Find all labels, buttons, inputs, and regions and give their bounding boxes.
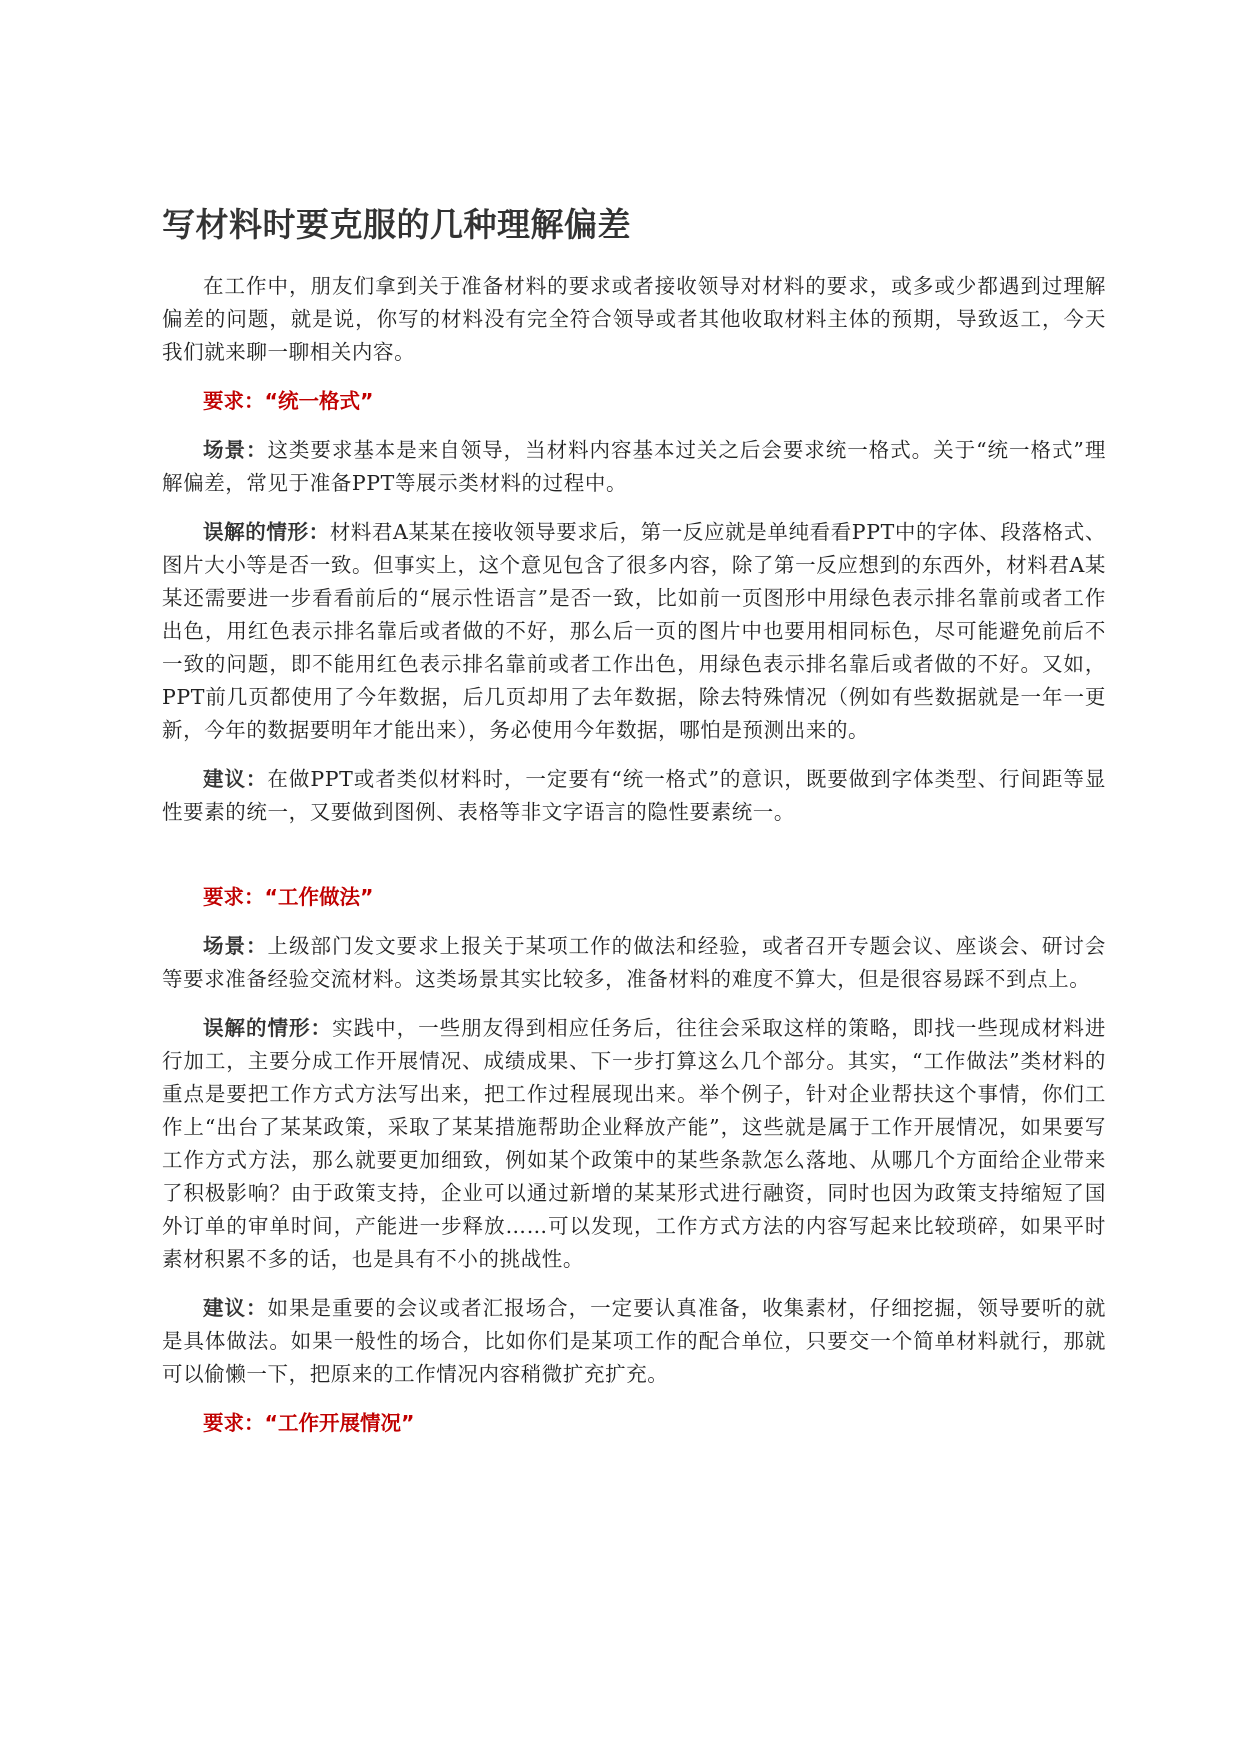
- scene-label: 场景：: [203, 438, 268, 462]
- misread-text: 实践中，一些朋友得到相应任务后，往往会采取这样的策略，即找一些现成材料进行加工，主要分成工作开展情况、成绩成果、下一步打算这么几个部分。其实，“工作做法”类材料的重点是要把工作方式方法写出来，把工作过程展现出来。举个例子，针对企业帮扶这个事情，你们工作上“出台了某某政策，采取了某某措施帮助企业释放产能”，这些就是属于工作开展情况，如果要写工作方式方法，那么就要更加细致，例如某个政策中的某些条款怎么落地、从哪几个方面给企业带来了积极影响？由于政策支持，企业可以通过新增的某某形式进行融资，同时也因为政策支持缩短了国外订单的审单时间，产能进一步释放……可以发现，工作方式方法的内容写起来比较琐碎，如果平时素材积累不多的话，也是具有不小的挑战性。: [162, 1016, 1106, 1271]
- scene-text: 上级部门发文要求上报关于某项工作的做法和经验，或者召开专题会议、座谈会、研讨会等要求准备经验交流材料。这类场景其实比较多，准备材料的难度不算大，但是很容易踩不到点上。: [162, 934, 1106, 991]
- advice-text: 如果是重要的会议或者汇报场合，一定要认真准备，收集素材，仔细挖掘，领导要听的就是具体做法。如果一般性的场合，比如你们是某项工作的配合单位，只要交一个简单材料就行，那就可以偷懒一下，把原来的工作情况内容稍微扩充扩充。: [162, 1296, 1106, 1386]
- misread-text: 材料君A某某在接收领导要求后，第一反应就是单纯看看PPT中的字体、段落格式、图片大小等是否一致。但事实上，这个意见包含了很多内容，除了第一反应想到的东西外，材料君A某某还需要进一步看看前后的“展示性语言”是否一致，比如前一页图形中用绿色表示排名靠前或者工作出色，用红色表示排名靠后或者做的不好，那么后一页的图片中也要用相同标色，尽可能避免前后不一致的问题，即不能用红色表示排名靠前或者工作出色，用绿色表示排名靠后或者做的不好。又如，PPT前几页都使用了今年数据，后几页却用了去年数据，除去特殊情况（例如有些数据就是一年一更新，今年的数据要明年才能出来），务必使用今年数据，哪怕是预测出来的。: [162, 520, 1106, 742]
- scene-label: 场景：: [203, 934, 268, 958]
- advice-label: 建议：: [203, 767, 268, 791]
- advice-paragraph: [162, 763, 1106, 829]
- scene-paragraph: [162, 434, 1106, 500]
- document-body: [162, 200, 1106, 1456]
- requirement-heading: 要求：“工作做法”: [203, 885, 374, 909]
- section-work-progress: [162, 1407, 1106, 1440]
- misread-label: 误解的情形：: [203, 520, 330, 544]
- advice-label: 建议：: [203, 1296, 268, 1320]
- misread-label: 误解的情形：: [203, 1016, 333, 1040]
- section-unified-format: [162, 385, 1106, 829]
- advice-text: 在做PPT或者类似材料时，一定要有“统一格式”的意识，既要做到字体类型、行间距等显性要素的统一，又要做到图例、表格等非文字语言的隐性要素统一。: [162, 767, 1106, 824]
- section-spacer: [162, 845, 1106, 881]
- advice-paragraph: [162, 1292, 1106, 1391]
- section-work-methods: [162, 881, 1106, 1391]
- page-title: 写材料时要克服的几种理解偏差: [162, 205, 631, 244]
- misread-paragraph: [162, 1012, 1106, 1276]
- intro-paragraph: 在工作中，朋友们拿到关于准备材料的要求或者接收领导对材料的要求，或多或少都遇到过理解偏差的问题，就是说，你写的材料没有完全符合领导或者其他收取材料主体的预期，导致返工，今天我们就来聊一聊相关内容。: [162, 274, 1106, 364]
- requirement-heading: 要求：“统一格式”: [203, 389, 374, 413]
- requirement-heading: 要求：“工作开展情况”: [203, 1411, 415, 1435]
- misread-paragraph: [162, 516, 1106, 747]
- scene-text: 这类要求基本是来自领导，当材料内容基本过关之后会要求统一格式。关于“统一格式”理解偏差，常见于准备PPT等展示类材料的过程中。: [162, 438, 1106, 495]
- scene-paragraph: [162, 930, 1106, 996]
